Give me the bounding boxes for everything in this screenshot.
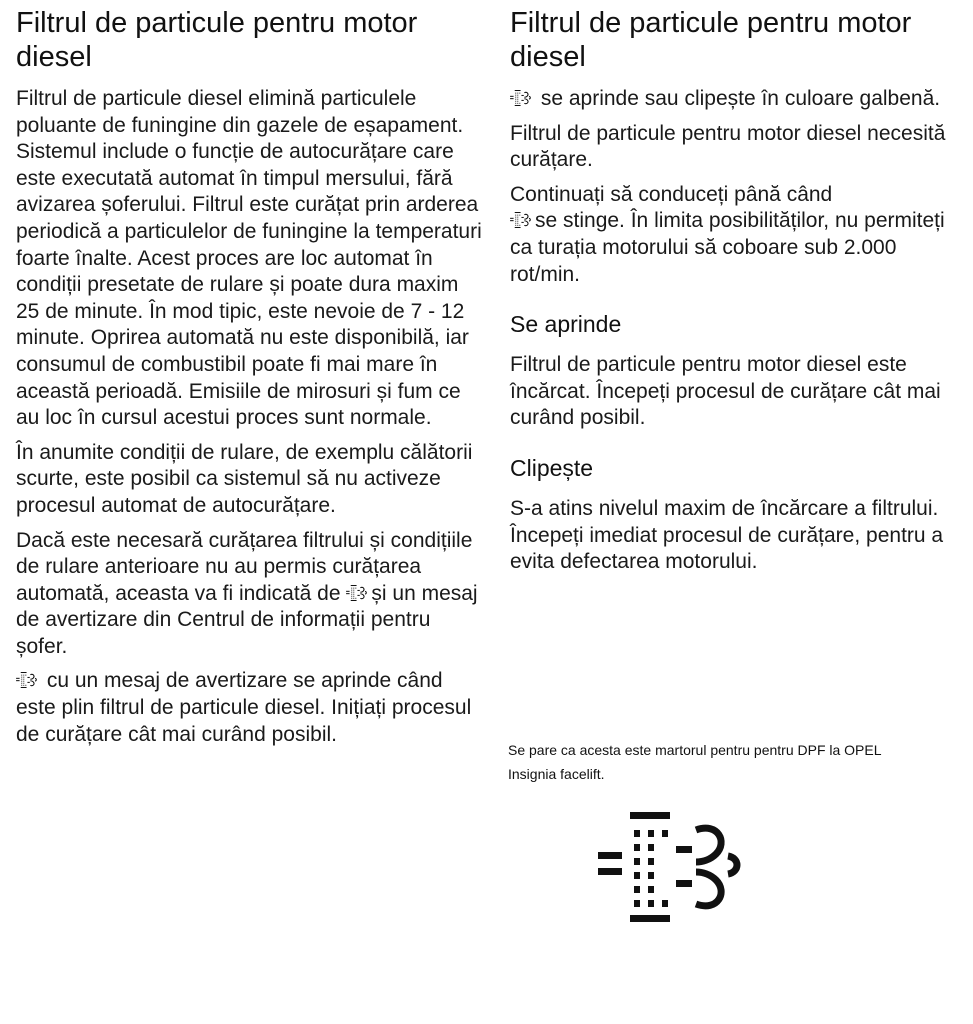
heading-flash: Clipește xyxy=(510,454,594,481)
right-title: Filtrul de particule pentru motor diesel xyxy=(510,7,912,73)
right-paragraph-3 xyxy=(510,182,960,288)
left-p4-text: cu un mesaj de avertizare se aprinde când este plin filtrul de particule diesel. Inițiați procesul de curățare cât mai curând posibil. xyxy=(16,669,472,746)
right-paragraph-1 xyxy=(510,86,960,113)
lit-paragraph: Filtrul de particule pentru motor diesel este încărcat. Începeți procesul de curățare cât mai curând posibil. xyxy=(510,353,941,430)
dpf-warning-icon xyxy=(510,212,532,228)
right-p3-end: se stinge. În limita posibilităților, nu permiteți ca turația motorului să coboare sub 2.000 rot/min. xyxy=(510,209,945,286)
right-p1-text: se aprinde sau clipește în culoare galbenă. xyxy=(540,87,941,110)
right-paragraph-2: Filtrul de particule pentru motor diesel necesită curățare. xyxy=(510,121,946,172)
dpf-warning-icon xyxy=(16,672,38,688)
right-column xyxy=(510,0,960,584)
dpf-warning-icon xyxy=(510,90,532,106)
left-paragraph-4 xyxy=(16,668,486,748)
left-p3-start: Dacă este necesară curățarea filtrului și condițiile de rulare anterioare nu au permis curățarea automată, aceasta va fi indicată de xyxy=(16,528,473,605)
right-p3-start: Continuați să conduceți până când xyxy=(510,182,833,206)
dpf-warning-icon xyxy=(346,585,368,601)
left-paragraph-1: Filtrul de particule diesel elimină particulele poluante de funingine din gazele de eșapament. Sistemul include o funcție de autocurățare care este executată automat în timpul mersului, fără avizarea șoferului. Filtrul este curățat prin arderea periodică a particulelor de funingine la temperaturi foarte înalte. Acest proces are loc automat în condiții presetate de rulare și poate dura maxim 25 de minute. În mod tipic, este nevoie de 7 - 12 minute. Oprirea automată nu este disponibilă, iar consumul de combustibil poate fi mai mare în această perioadă. Emisiile de mirosuri și fum ce au loc în cursul acestui proces sunt normale. xyxy=(16,87,482,430)
left-paragraph-3 xyxy=(16,528,486,661)
left-p3-end: și un mesaj de avertizare din Centrul de informații pentru șofer. xyxy=(16,581,478,658)
dpf-warning-icon xyxy=(598,812,748,922)
heading-lit: Se aprinde xyxy=(510,311,622,338)
left-column xyxy=(16,0,486,756)
left-paragraph-2: În anumite condiții de rulare, de exemplu călătorii scurte, este posibil ca sistemul să nu activeze procesul automat de autocurățare. xyxy=(16,440,473,517)
flash-paragraph: S-a atins nivelul maxim de încărcare a filtrului. Începeți imediat procesul de curățare, pentru a evita defectarea motorului. xyxy=(510,496,944,574)
annotation-note: Se pare ca acesta este martorul pentru pentru DPF la OPEL Insignia facelift. xyxy=(508,742,882,782)
left-title: Filtrul de particule pentru motor diesel xyxy=(16,7,418,73)
